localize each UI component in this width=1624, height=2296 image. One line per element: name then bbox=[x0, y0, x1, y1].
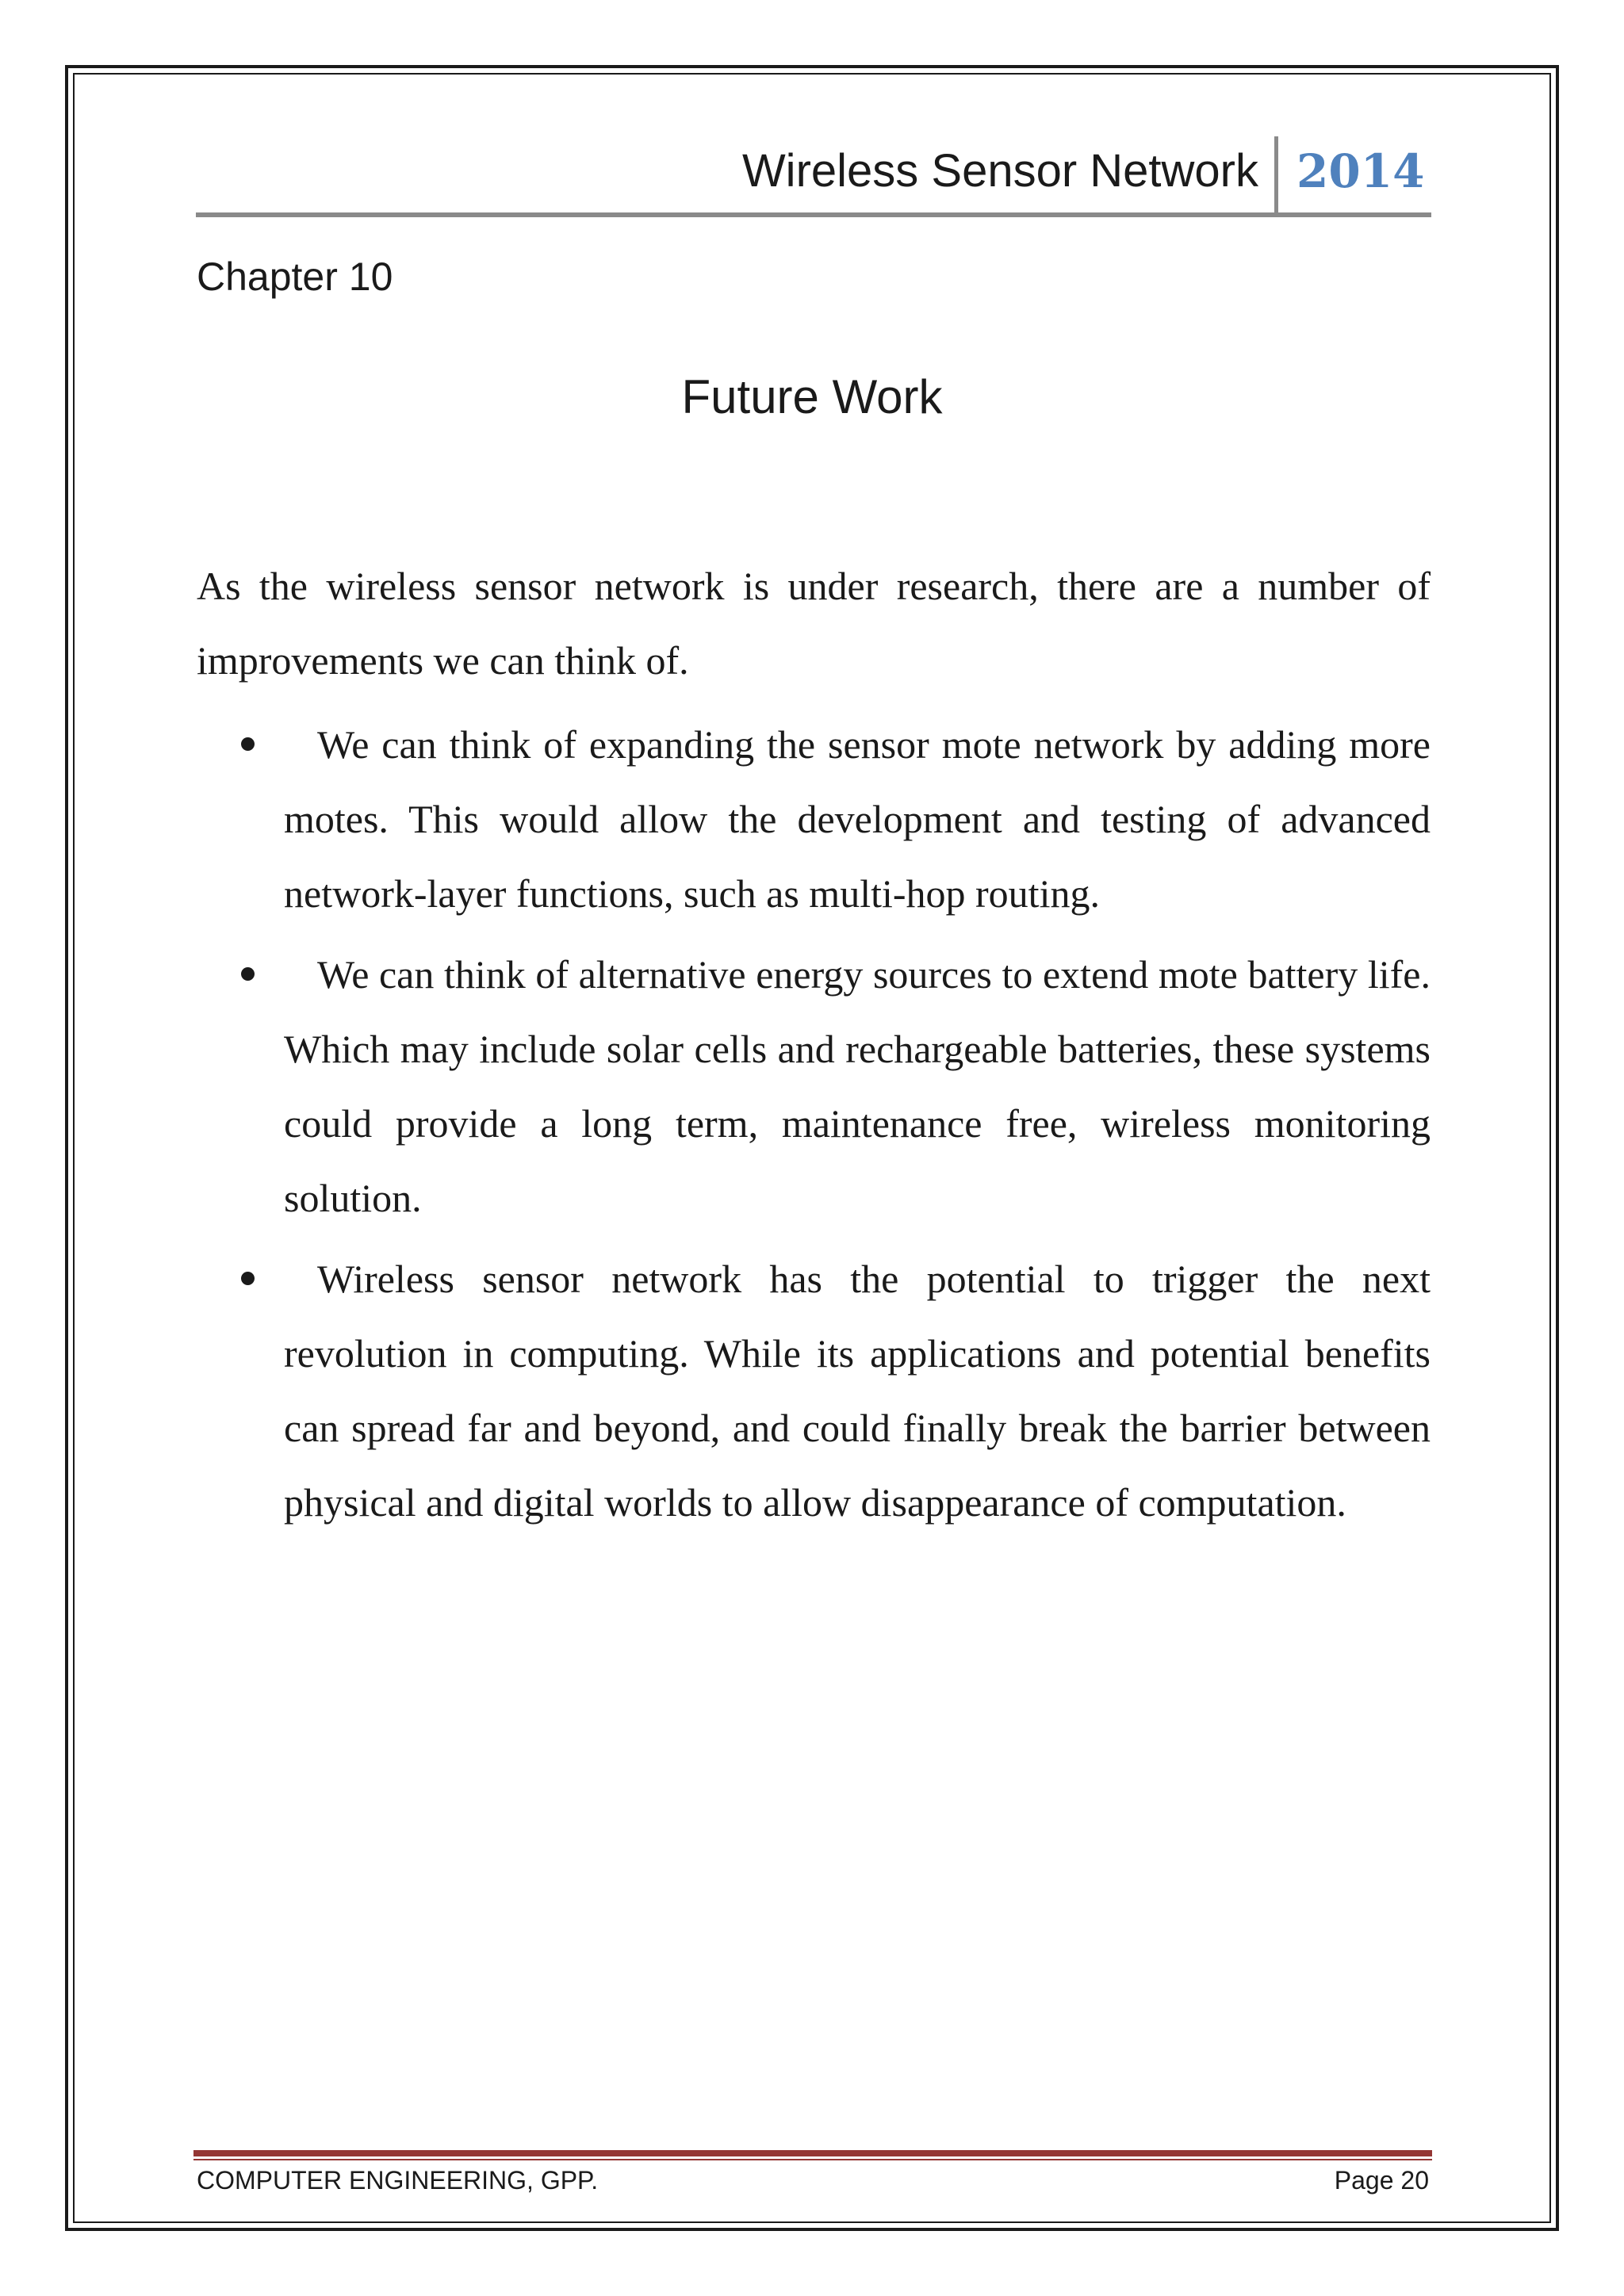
footer-department: COMPUTER ENGINEERING, GPP. bbox=[197, 2166, 599, 2195]
bullet-text: We can think of expanding the sensor mote network by adding more motes. This would allow the development and testing of advanced network-layer functions, such as multi-hop routing. bbox=[284, 722, 1431, 916]
header-separator bbox=[1274, 136, 1278, 216]
bullet-text: Wireless sensor network has the potential to trigger the next revolution in computing. While its applications and potential benefits can spread far and beyond, and could finally break the barrier between physical and digital worlds to allow disappearance of computation. bbox=[284, 1257, 1431, 1525]
bullet-icon bbox=[241, 967, 255, 981]
intro-paragraph: As the wireless sensor network is under research, there are a number of improvements we can think of. bbox=[197, 564, 1431, 683]
page-header bbox=[196, 136, 1431, 216]
chapter-label: Chapter 10 bbox=[197, 254, 393, 299]
list-item bbox=[197, 707, 1431, 931]
bullet-list bbox=[197, 707, 1431, 1546]
bullet-icon bbox=[241, 737, 255, 751]
bullet-text: We can think of alternative energy sources to extend mote battery life. Which may include solar cells and rechargeable batteries, these systems could provide a long term, maintenance free, wireless monitoring solution. bbox=[284, 952, 1431, 1220]
list-item bbox=[197, 1242, 1431, 1540]
footer-rule bbox=[193, 2150, 1432, 2156]
header-title: Wireless Sensor Network bbox=[741, 145, 1258, 197]
section-title: Future Work bbox=[681, 370, 943, 423]
page-number: Page 20 bbox=[1334, 2166, 1429, 2195]
footer-rule-thin bbox=[193, 2159, 1432, 2160]
bullet-icon bbox=[241, 1272, 255, 1285]
list-item bbox=[197, 937, 1431, 1235]
header-year: 2014 bbox=[1297, 144, 1425, 198]
header-rule bbox=[196, 212, 1431, 217]
